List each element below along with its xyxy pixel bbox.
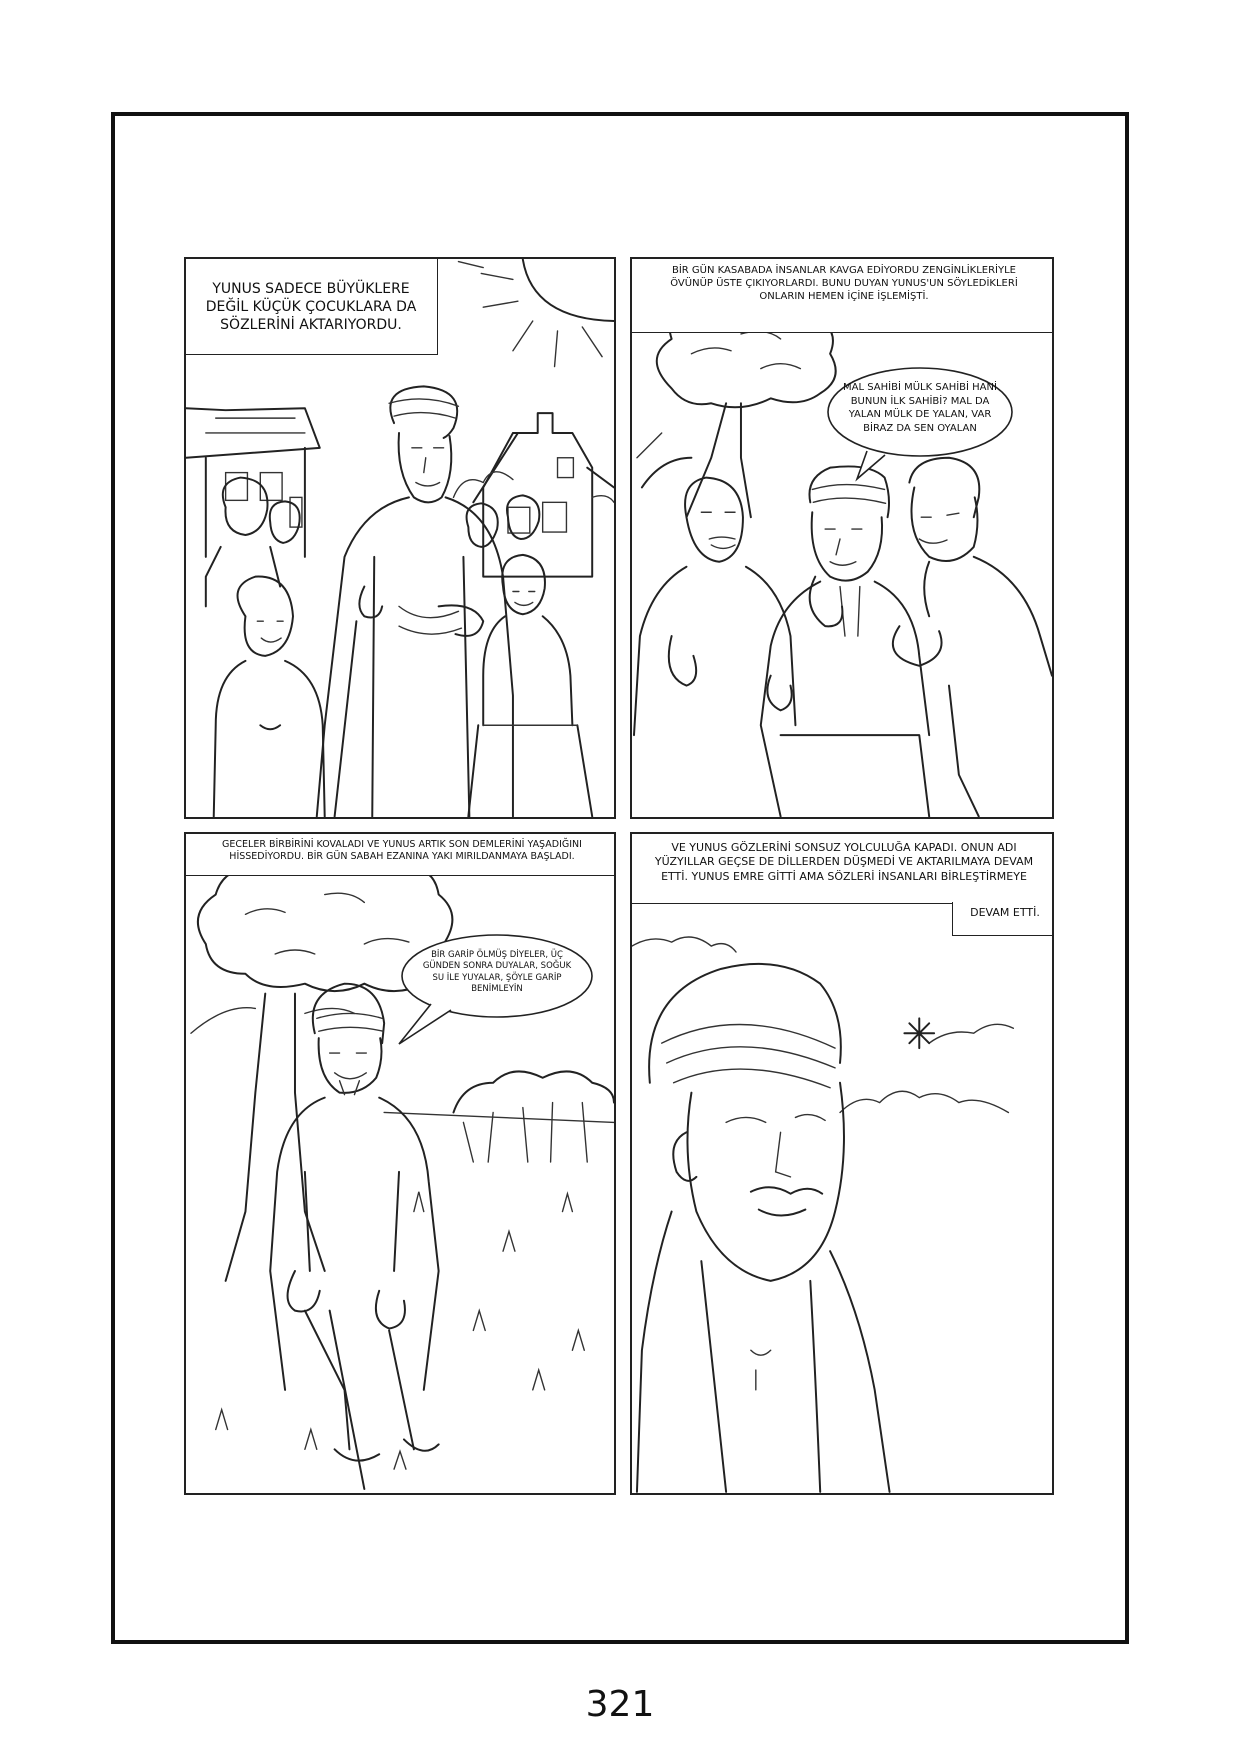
page-number: 321 <box>585 1684 655 1725</box>
comic-panel-2 <box>630 257 1054 819</box>
panel-4-caption-tail <box>952 902 1054 936</box>
panel-4-caption-tail-text: DEVAM ETTİ. <box>970 906 1040 919</box>
panel-2-caption <box>630 257 1054 333</box>
comic-panel-1 <box>184 257 616 819</box>
comic-panel-3 <box>184 832 616 1495</box>
panel-3-caption-text: GECELER BİRBİRİNİ KOVALADI VE YUNUS ARTIK SON DEMLERİNİ YAŞADIĞINI HİSSEDİYORDU. BİR GÜN SABAH EZANINA YAKI MIRILDANMAYA BAŞLADI. <box>222 839 582 863</box>
panel-4-caption-text: VE YUNUS GÖZLERİNİ SONSUZ YOLCULUĞA KAPADI. ONUN ADI YÜZYILLAR GEÇSE DE DİLLERDEN DÜŞMEDİ VE AKTARILMAYA DEVAM ETTİ. YUNUS EMRE GİTTİ AMA SÖZLERİ İNSANLARI BİRLEŞTİRMEYE <box>654 841 1034 883</box>
panel-1-caption <box>184 257 438 355</box>
panel-1-caption-text: YUNUS SADECE BÜYÜKLERE DEĞİL KÜÇÜK ÇOCUKLARA DA SÖZLERİNİ AKTARIYORDU. <box>205 281 417 334</box>
panel-2-caption-text: BİR GÜN KASABADA İNSANLAR KAVGA EDİYORDU ZENGİNLİKLERİYLE ÖVÜNÜP ÜSTE ÇIKIYORLARDI. BUNU DUYAN YUNUS'UN SÖYLEDİKLERİ ONLARIN HEMEN İÇİNE İŞLEMİŞTİ. <box>670 265 1018 302</box>
elder-under-tree-illustration <box>186 834 614 1493</box>
panel-2-speech-text: MAL SAHİBİ MÜLK SAHİBİ HANİ BUNUN İLK SAHİBİ? MAL DA YALAN MÜLK DE YALAN, VAR BİRAZ DA SEN OYALAN <box>843 382 997 434</box>
quarrel-scene-illustration <box>632 259 1052 817</box>
panel-3-speech-bubble <box>401 934 593 1020</box>
comic-panel-4 <box>630 832 1054 1495</box>
panel-3-caption <box>184 832 616 876</box>
panel-3-speech-text: BİR GARİP ÖLMÜŞ DİYELER, ÜÇ GÜNDEN SONRA DUYALAR, SOĞUK SU İLE YUYALAR, ŞÖYLE GARİP BENİMLEYİN <box>422 950 572 995</box>
panel-4-caption <box>630 832 1054 904</box>
panel-2-speech-bubble <box>827 367 1013 463</box>
